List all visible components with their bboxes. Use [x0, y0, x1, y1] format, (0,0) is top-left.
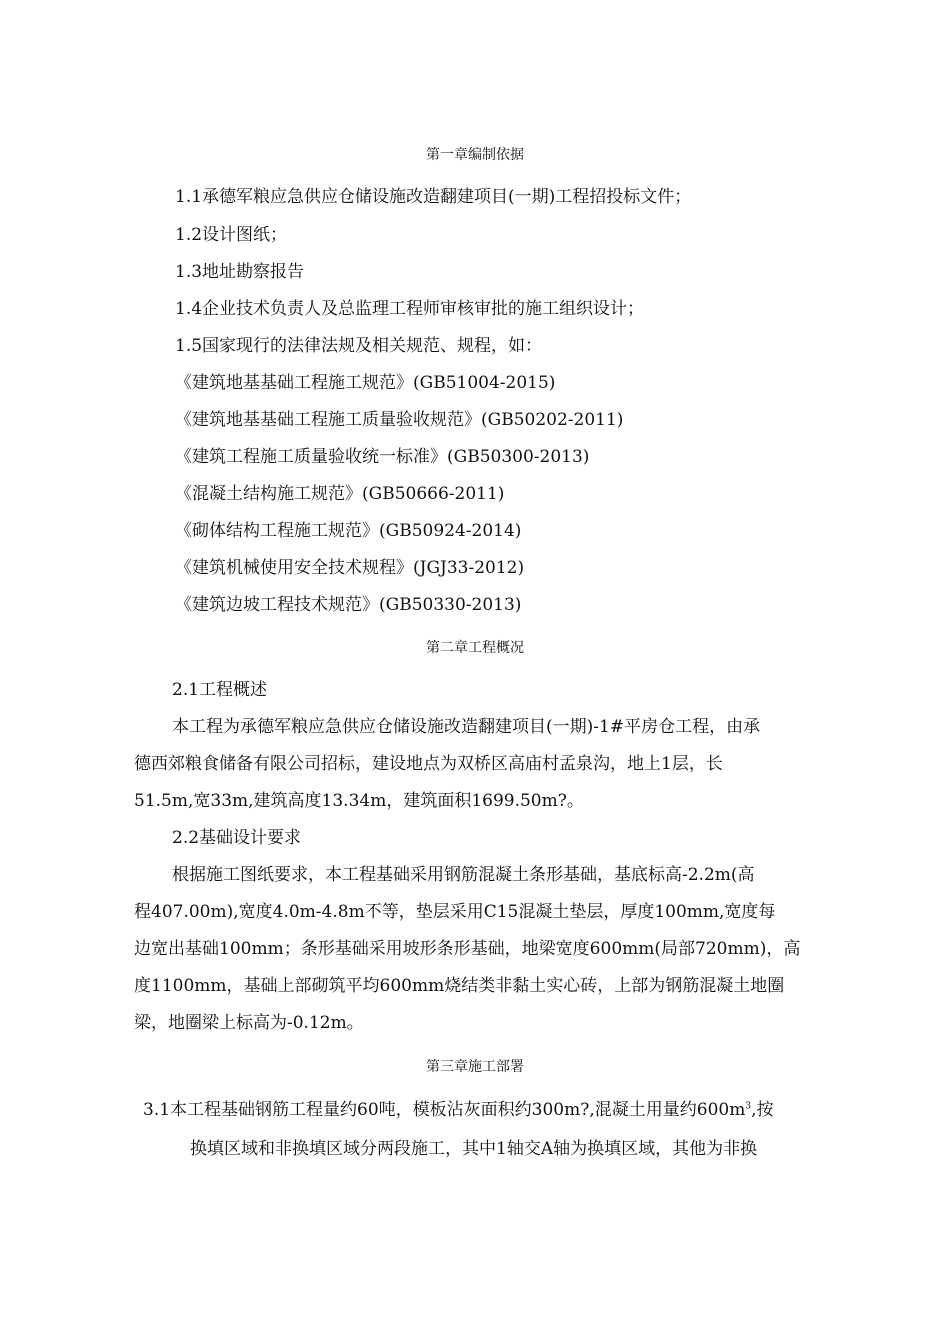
basis-item-1-2: 1.2设计图纸；: [175, 225, 288, 245]
section-2-1-line: 51.5m,宽33m,建筑高度13.34m，建筑面积1699.50m?。: [134, 791, 584, 811]
section-3-1-text: 3.1本工程基础钢筋工程量约60吨，模板沾灰面积约300m?,混凝土用量约600m: [143, 1100, 746, 1120]
section-2-2-line: 程407.00m),宽度4.0m-4.8m不等，垫层采用C15混凝土垫层，厚度100mm,宽度每: [134, 902, 776, 922]
chapter-2-title: 第二章工程概况: [426, 640, 524, 656]
basis-item-1-4: 1.4企业技术负责人及总监理工程师审核审批的施工组织设计；: [175, 299, 645, 319]
section-3-1-line: 换填区域和非换填区域分两段施工，其中1轴交A轴为换填区域，其他为非换: [190, 1139, 758, 1159]
section-3-1-text-end: ,按: [751, 1100, 774, 1120]
section-2-2-line: 边宽出基础100mm；条形基础采用坡形条形基础，地梁宽度600mm(局部720mm)，高: [134, 939, 801, 959]
standard-ref: 《砌体结构工程施工规范》(GB50924-2014): [175, 521, 522, 541]
section-2-2-line: 度1100mm，基础上部砌筑平均600mm烧结类非黏土实心砖，上部为钢筋混凝土地圈: [134, 976, 785, 996]
chapter-3-title: 第三章施工部署: [426, 1059, 524, 1075]
basis-item-1-1: 1.1承德军粮应急供应仓储设施改造翻建项目(一期)工程招投标文件；: [175, 187, 692, 207]
basis-item-1-3: 1.3地址勘察报告: [175, 262, 305, 282]
section-2-2-heading: 2.2基础设计要求: [172, 828, 302, 848]
section-2-1-heading: 2.1工程概述: [172, 680, 268, 700]
standard-ref: 《建筑工程施工质量验收统一标准》(GB50300-2013): [175, 447, 590, 467]
section-2-1-line: 德西郊粮食储备有限公司招标，建设地点为双桥区高庙村孟泉沟，地上1层，长: [134, 754, 723, 774]
section-2-2-line: 根据施工图纸要求，本工程基础采用钢筋混凝土条形基础，基底标高-2.2m(高: [172, 865, 755, 885]
section-2-2-line: 梁，地圈梁上标高为-0.12m。: [134, 1013, 364, 1033]
section-2-1-line: 本工程为承德军粮应急供应仓储设施改造翻建项目(一期)-1#平房仓工程，由承: [172, 717, 761, 737]
standard-ref: 《建筑机械使用安全技术规程》(JGJ33-2012): [175, 558, 525, 578]
cubic-superscript: 3: [745, 1101, 752, 1112]
standard-ref: 《混凝土结构施工规范》(GB50666-2011): [175, 484, 505, 504]
standard-ref: 《建筑地基基础工程施工规范》(GB51004-2015): [175, 373, 556, 393]
standard-ref: 《建筑地基基础工程施工质量验收规范》(GB50202-2011): [175, 410, 624, 430]
section-3-1-line: [143, 1098, 773, 1122]
chapter-1-title: 第一章编制依据: [426, 147, 524, 163]
basis-item-1-5: 1.5国家现行的法律法规及相关规范、规程，如：: [175, 336, 543, 356]
standard-ref: 《建筑边坡工程技术规范》(GB50330-2013): [175, 595, 522, 615]
